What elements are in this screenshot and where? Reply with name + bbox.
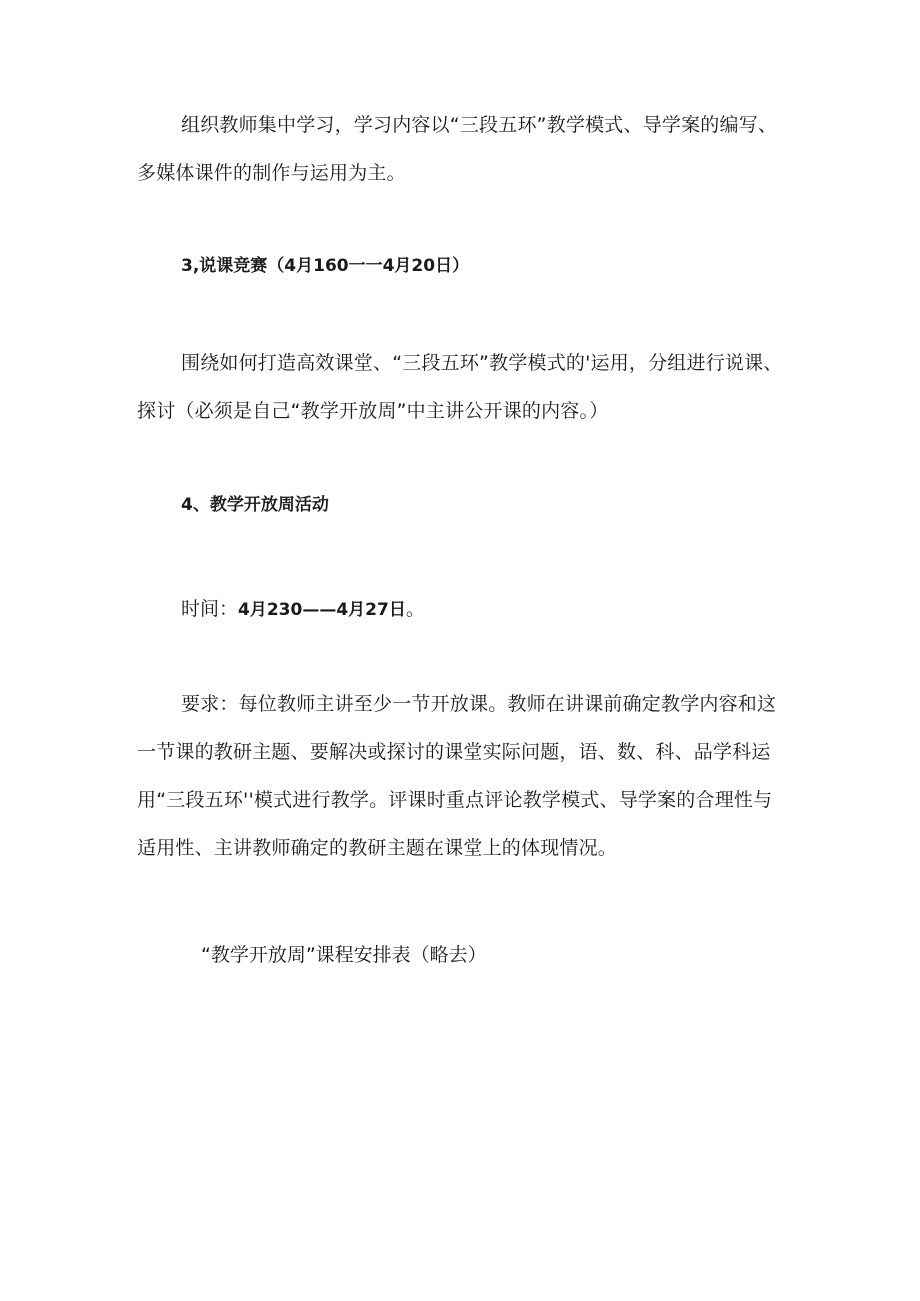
lecture-paragraph: 围绕如何打造高效课堂、“三段五环”教学模式的'运用，分组进行说课、探讨（必须是自己“教学开放周”中主讲公开课的内容。）	[137, 352, 783, 422]
study-paragraph: 组织教师集中学习，学习内容以“三段五环”教学模式、导学案的编写、多媒体课件的制作与运用为主。	[137, 114, 778, 184]
time-value: 4月230——4月27日	[238, 600, 406, 620]
time-end: 。	[405, 598, 425, 620]
requirements-paragraph: 要求：每位教师主讲至少一节开放课。教师在讲课前确定教学内容和这一节课的教研主题、要解决或探讨的课堂实际问题，语、数、科、品学科运用“三段五环''模式进行教学。评课时重点评论教学模式、导学案的合理性与适用性、主讲教师确定的教研主题在课堂上的体现情况。	[137, 693, 777, 859]
section-3-heading: 3,说课竞赛（4月160一一4月20日）	[181, 256, 470, 276]
section-4-heading: 4、教学开放周活动	[181, 495, 329, 515]
schedule-caption: “教学开放周”课程安排表（略去）	[201, 944, 487, 966]
time-line	[181, 594, 425, 625]
time-label: 时间：	[181, 598, 239, 620]
